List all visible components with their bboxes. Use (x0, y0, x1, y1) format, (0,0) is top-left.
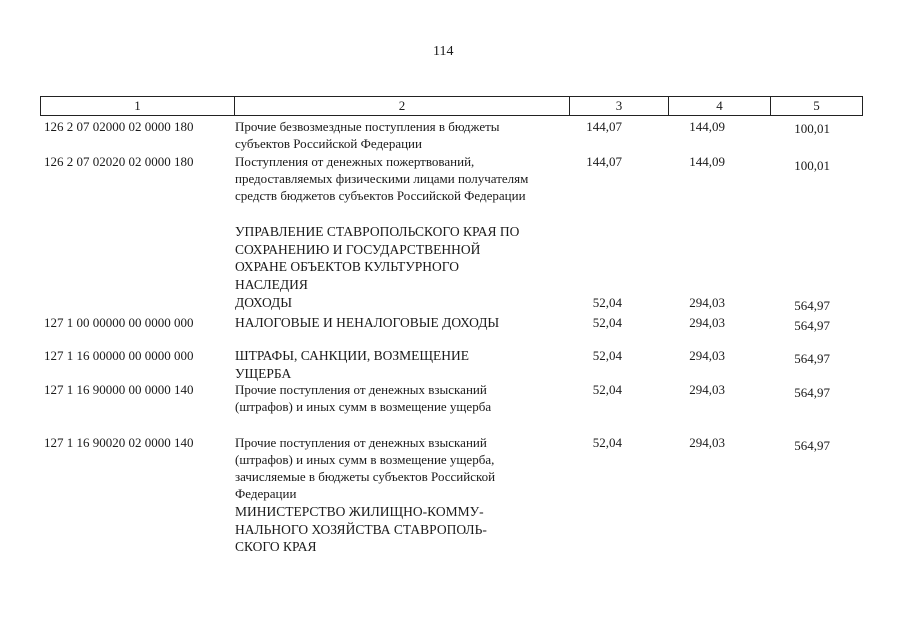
row-description: НАЛОГОВЫЕ И НЕНАЛОГОВЫЕ ДОХОДЫ (235, 315, 500, 330)
section-heading: МИНИСТЕРСТВО ЖИЛИЩНО-КОММУ-НАЛЬНОГО ХОЗЯЙСТВА СТАВРОПОЛЬ-СКОГО КРАЯ (235, 504, 487, 554)
value-col4: 294,03 (689, 382, 725, 397)
row-description: Прочие поступления от денежных взысканий (штрафов) и иных сумм в возмещение ущерба (235, 382, 492, 414)
header-cell-5: 5 (813, 98, 820, 113)
header-cell-3: 3 (615, 98, 623, 113)
budget-code: 127 1 16 90000 00 0000 140 (44, 382, 194, 397)
budget-code: 127 1 16 90020 02 0000 140 (44, 435, 194, 450)
budget-code: 126 2 07 02000 02 0000 180 (44, 119, 194, 134)
value-col5: 564,97 (794, 438, 830, 453)
value-col4: 294,03 (689, 295, 725, 310)
value-col3: 52,04 (592, 435, 622, 450)
value-col5: 100,01 (794, 158, 830, 173)
value-col3: 52,04 (592, 295, 622, 310)
row-description: ШТРАФЫ, САНКЦИИ, ВОЗМЕЩЕНИЕ УЩЕРБА (235, 348, 469, 381)
header-cell-2: 2 (398, 98, 406, 113)
header-cell-1: 1 (134, 98, 141, 113)
value-col5: 564,97 (794, 298, 830, 313)
value-col4: 144,09 (689, 119, 725, 134)
budget-code: 126 2 07 02020 02 0000 180 (44, 154, 194, 169)
value-col3: 144,07 (586, 119, 622, 134)
value-col5: 564,97 (794, 351, 830, 366)
row-description: Прочие поступления от денежных взысканий (штрафов) и иных сумм в возмещение ущерба, зачисляемые в бюджеты субъектов Российской Федерации (235, 435, 496, 501)
row-description: Поступления от денежных пожертвований, предоставляемых физическими лицами получателям средств бюджетов субъектов Российской Федерации (235, 154, 529, 203)
row-description: Прочие безвозмездные поступления в бюджеты субъектов Российской Федерации (235, 119, 500, 151)
row-description: ДОХОДЫ (235, 295, 293, 310)
page-number: 114 (433, 44, 454, 59)
budget-code: 127 1 00 00000 00 0000 000 (44, 315, 194, 330)
value-col4: 294,03 (689, 435, 725, 450)
value-col3: 52,04 (592, 348, 622, 363)
value-col5: 564,97 (794, 385, 830, 400)
value-col3: 52,04 (592, 315, 622, 330)
value-col4: 294,03 (689, 315, 725, 330)
value-col3: 144,07 (586, 154, 622, 169)
header-cell-4: 4 (716, 98, 723, 113)
value-col5: 564,97 (794, 318, 830, 333)
value-col3: 52,04 (592, 382, 622, 397)
section-heading: УПРАВЛЕНИЕ СТАВРОПОЛЬСКОГО КРАЯ ПО СОХРАНЕНИЮ И ГОСУДАРСТВЕННОЙ ОХРАНЕ ОБЪЕКТОВ КУЛЬТУРНОГО НАСЛЕДИЯ (235, 224, 520, 292)
budget-code: 127 1 16 00000 00 0000 000 (44, 348, 194, 363)
value-col5: 100,01 (794, 121, 830, 136)
table-header-row (40, 96, 863, 116)
value-col4: 294,03 (689, 348, 725, 363)
value-col4: 144,09 (689, 154, 725, 169)
